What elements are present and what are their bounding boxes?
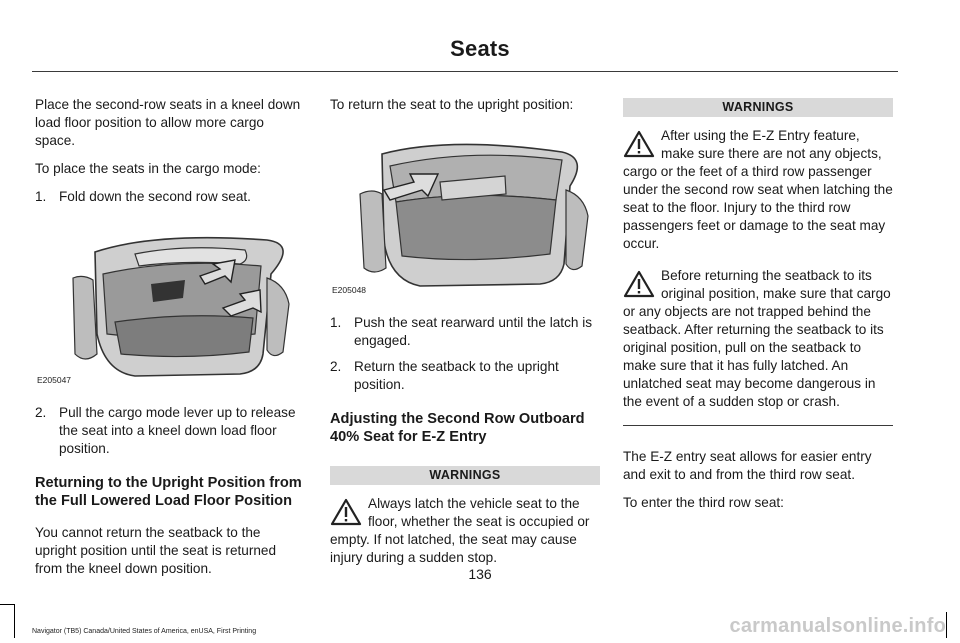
figure-code: E205047 — [37, 375, 72, 385]
step-number: 1. — [35, 189, 47, 204]
warnings-banner: WARNINGS — [330, 466, 600, 485]
warning-triangle-icon — [330, 497, 362, 527]
step-2 — [35, 404, 305, 458]
column-1 — [35, 96, 305, 588]
lead-paragraph: To return the seat to the upright position: — [330, 97, 574, 112]
crop-mark — [946, 612, 947, 638]
step-1 — [330, 314, 600, 350]
warning-text: Always latch the vehicle seat to the floor, whether the seat is occupied or empty. If not latched, the seat may cause injury during a sudden stop. — [330, 496, 590, 565]
section-heading: Adjusting the Second Row Outboard 40% Seat for E-Z Entry — [330, 411, 585, 445]
seat-fold-illustration — [35, 214, 305, 392]
warning-text: Before returning the seatback to its original position, make sure that cargo or any objects are not trapped behind the seatback. After returning the seatback to its original position, pull on the seatback to make sure that it has fully latched. An unlatched seat may become dangerous in the event of a sudden stop or crash. — [623, 268, 891, 409]
column-2 — [330, 96, 600, 581]
warnings-end-rule — [623, 425, 893, 426]
body-paragraph: To enter the third row seat: — [623, 495, 784, 510]
seat-fold-drawing — [35, 214, 305, 392]
warning-text: After using the E-Z Entry feature, make sure there are not any objects, cargo or the feet of a third row passenger under the second row seat when latching the seat to the floor. Injury to the third row passengers feet or damage to the seat may occur. — [623, 128, 893, 251]
intro-paragraph: Place the second-row seats in a kneel down load floor position to allow more cargo space. — [35, 97, 301, 148]
step-text: Fold down the second row seat. — [59, 189, 251, 204]
section-heading: Returning to the Upright Position from the Full Lowered Load Floor Position — [35, 475, 302, 509]
warning-triangle-icon — [623, 269, 655, 299]
warning-item — [330, 495, 600, 567]
seat-upright-illustration — [330, 124, 600, 302]
figure-code: E205048 — [332, 285, 367, 295]
crop-mark — [14, 604, 15, 638]
page-title: Seats — [450, 36, 510, 61]
step-number: 1. — [330, 315, 342, 330]
body-paragraph: You cannot return the seatback to the upright position until the seat is returned from the kneel down position. — [35, 525, 277, 576]
watermark: carmanualsonline.info — [729, 615, 946, 637]
warnings-banner: WARNINGS — [623, 98, 893, 117]
warning-item — [623, 127, 893, 253]
step-2 — [330, 358, 600, 394]
step-text: Pull the cargo mode lever up to release the seat into a kneel down load floor position. — [59, 405, 296, 456]
step-text: Push the seat rearward until the latch is engaged. — [354, 315, 593, 348]
page-number: 136 — [468, 566, 492, 582]
header-rule — [32, 71, 898, 72]
warning-triangle-icon — [623, 129, 655, 159]
step-number: 2. — [330, 359, 342, 374]
step-1 — [35, 188, 305, 206]
column-3 — [623, 96, 893, 522]
lead-paragraph: To place the seats in the cargo mode: — [35, 161, 261, 176]
crop-mark — [0, 604, 14, 605]
seat-upright-drawing — [330, 124, 600, 302]
print-footer: Navigator (TB5) Canada/United States of America, enUSA, First Printing — [32, 628, 257, 635]
step-text: Return the seatback to the upright position. — [354, 359, 559, 392]
body-paragraph: The E-Z entry seat allows for easier entry and exit to and from the third row seat. — [623, 449, 872, 482]
step-number: 2. — [35, 405, 47, 420]
warning-item — [623, 267, 893, 411]
